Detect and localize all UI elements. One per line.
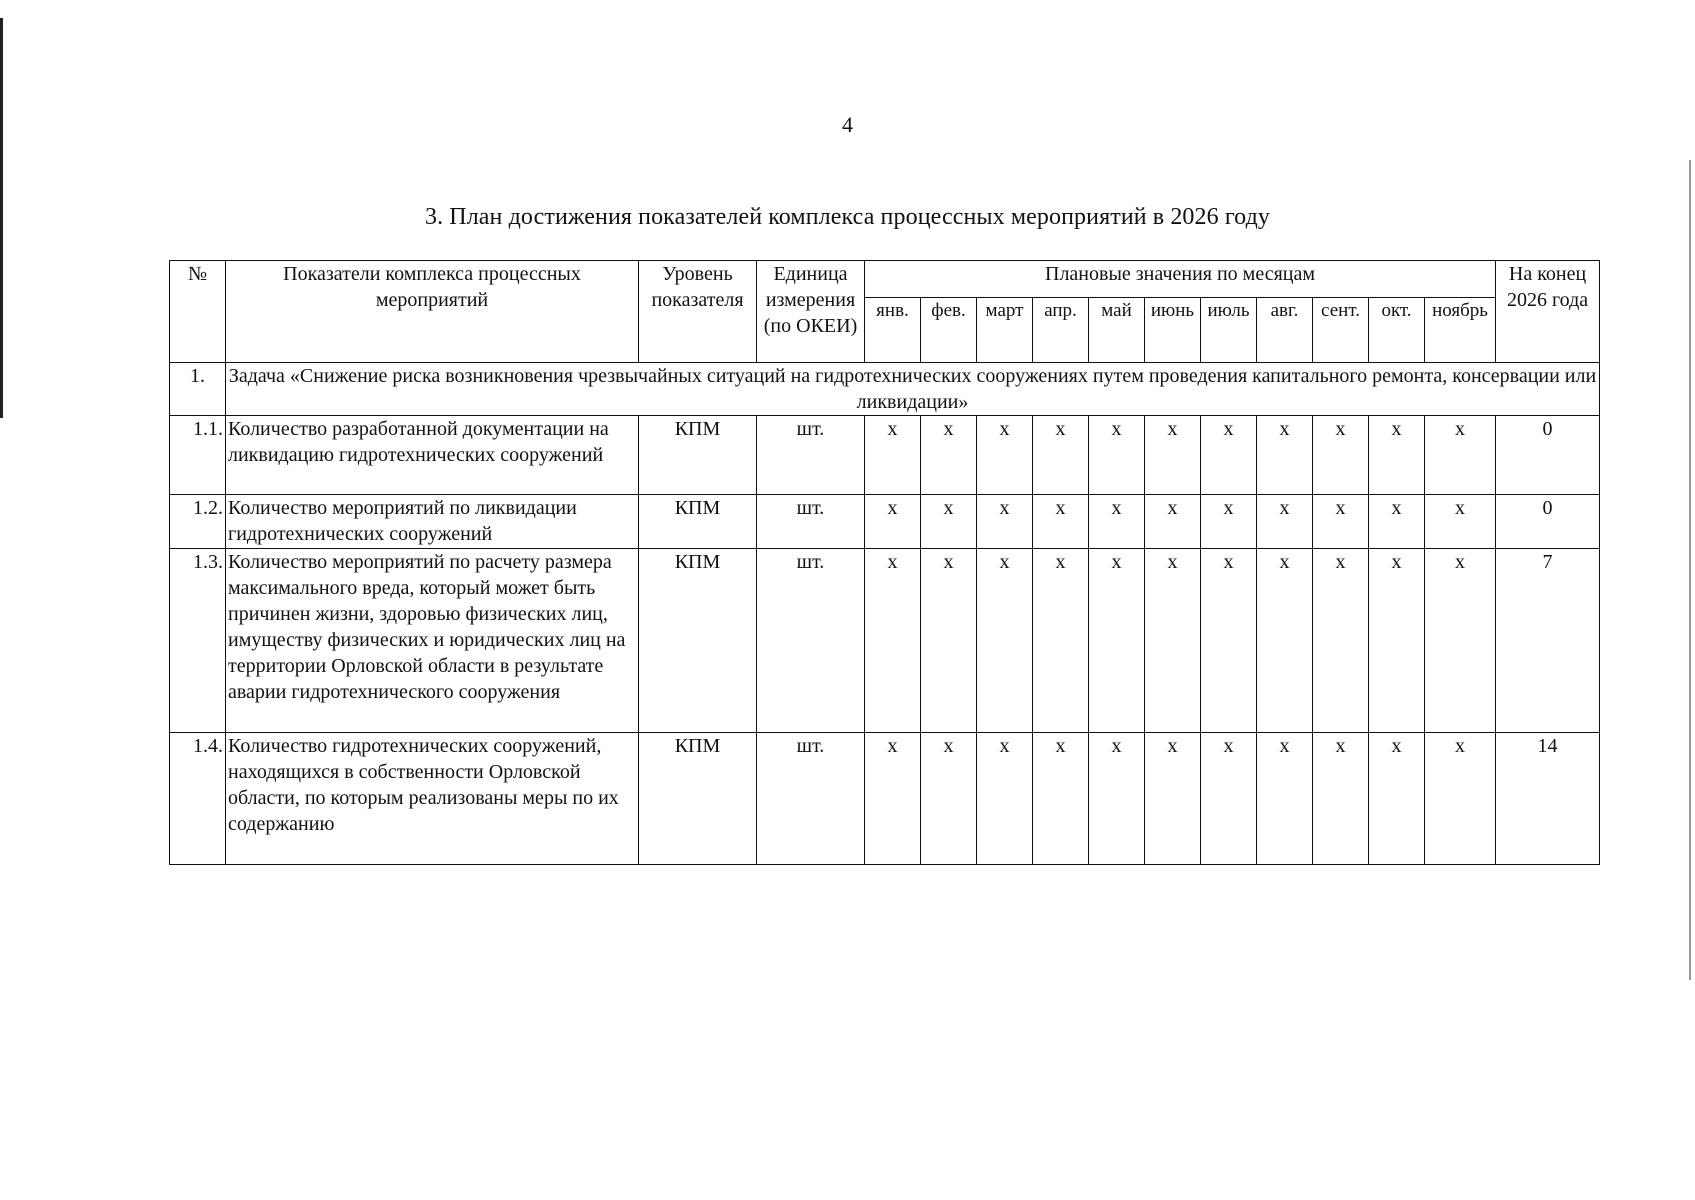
header-month: окт. <box>1369 298 1425 363</box>
row-month-value: х <box>921 495 977 549</box>
row-level: КПМ <box>639 733 757 865</box>
row-month-value: х <box>1369 495 1425 549</box>
row-month-value: х <box>1257 733 1313 865</box>
header-month: март <box>977 298 1033 363</box>
row-month-value: х <box>1257 549 1313 733</box>
row-level: КПМ <box>639 549 757 733</box>
row-month-value: х <box>1145 733 1201 865</box>
row-month-value: х <box>921 549 977 733</box>
row-month-value: х <box>1145 495 1201 549</box>
row-month-value: х <box>1089 733 1145 865</box>
row-number: 1.3. <box>170 549 226 733</box>
header-unit: Единица измерения (по ОКЕИ) <box>757 261 865 363</box>
row-end-value: 7 <box>1496 549 1600 733</box>
header-month: апр. <box>1033 298 1089 363</box>
row-month-value: х <box>1201 495 1257 549</box>
row-month-value: х <box>921 416 977 495</box>
row-month-value: х <box>1257 416 1313 495</box>
row-month-value: х <box>1033 495 1089 549</box>
row-month-value: х <box>1369 416 1425 495</box>
header-month: сент. <box>1313 298 1369 363</box>
row-month-value: х <box>977 495 1033 549</box>
row-end-value: 0 <box>1496 495 1600 549</box>
row-month-value: х <box>1313 549 1369 733</box>
header-row <box>170 261 1600 298</box>
row-number: 1.4. <box>170 733 226 865</box>
row-month-value: х <box>1313 416 1369 495</box>
task-row <box>170 363 1600 416</box>
row-unit: шт. <box>757 416 865 495</box>
row-month-value: х <box>977 416 1033 495</box>
scan-right-edge <box>1689 160 1691 980</box>
header-month: янв. <box>865 298 921 363</box>
row-indicator: Количество мероприятий по расчету размера максимального вреда, который может быть причинен жизни, здоровью физических лиц, имуществу физических и юридических лиц на территории Орловской области в результате аварии гидротехнического сооружения <box>226 549 639 733</box>
header-plan-by-month: Плановые значения по месяцам <box>865 261 1496 298</box>
row-month-value: х <box>1089 549 1145 733</box>
row-level: КПМ <box>639 495 757 549</box>
row-month-value: х <box>1033 416 1089 495</box>
row-month-value: х <box>1201 733 1257 865</box>
header-month: июнь <box>1145 298 1201 363</box>
row-month-value: х <box>1033 549 1089 733</box>
header-indicator: Показатели комплекса процессных мероприятий <box>226 261 639 363</box>
row-month-value: х <box>1145 416 1201 495</box>
table-row <box>170 733 1600 865</box>
row-month-value: х <box>921 733 977 865</box>
row-month-value: х <box>865 733 921 865</box>
row-month-value: х <box>865 416 921 495</box>
header-month: июль <box>1201 298 1257 363</box>
row-month-value: х <box>1425 495 1496 549</box>
row-month-value: х <box>1201 416 1257 495</box>
row-number: 1.1. <box>170 416 226 495</box>
row-indicator: Количество мероприятий по ликвидации гидротехнических сооружений <box>226 495 639 549</box>
row-number: 1.2. <box>170 495 226 549</box>
row-indicator: Количество разработанной документации на ликвидацию гидротехнических сооружений <box>226 416 639 495</box>
row-month-value: х <box>865 495 921 549</box>
row-month-value: х <box>977 549 1033 733</box>
row-month-value: х <box>1369 549 1425 733</box>
row-month-value: х <box>977 733 1033 865</box>
row-month-value: х <box>1425 549 1496 733</box>
header-month: ноябрь <box>1425 298 1496 363</box>
row-month-value: х <box>1089 495 1145 549</box>
document-title: 3. План достижения показателей комплекса процессных мероприятий в 2026 году <box>424 204 1270 230</box>
row-month-value: х <box>1313 733 1369 865</box>
row-unit: шт. <box>757 495 865 549</box>
row-month-value: х <box>1425 733 1496 865</box>
row-end-value: 14 <box>1496 733 1600 865</box>
header-end-of-year: На конец 2026 года <box>1496 261 1600 363</box>
row-unit: шт. <box>757 549 865 733</box>
row-month-value: х <box>1425 416 1496 495</box>
row-month-value: х <box>865 549 921 733</box>
row-month-value: х <box>1313 495 1369 549</box>
header-month: авг. <box>1257 298 1313 363</box>
row-month-value: х <box>1089 416 1145 495</box>
table-row <box>170 549 1600 733</box>
task-description: Задача «Снижение риска возникновения чрезвычайных ситуаций на гидротехнических сооружениях путем проведения капитального ремонта, консервации или ликвидации» <box>226 363 1600 416</box>
row-month-value: х <box>1145 549 1201 733</box>
row-indicator: Количество гидротехнических сооружений, находящихся в собственности Орловской области, по которым реализованы меры по их содержанию <box>226 733 639 865</box>
row-month-value: х <box>1033 733 1089 865</box>
row-end-value: 0 <box>1496 416 1600 495</box>
plan-table <box>169 260 1600 865</box>
page-number: 4 <box>842 112 853 137</box>
row-month-value: х <box>1257 495 1313 549</box>
header-month: май <box>1089 298 1145 363</box>
header-month: фев. <box>921 298 977 363</box>
row-month-value: х <box>1201 549 1257 733</box>
table-row <box>170 495 1600 549</box>
task-number: 1. <box>170 363 226 416</box>
table-row <box>170 416 1600 495</box>
row-level: КПМ <box>639 416 757 495</box>
header-num: № <box>170 261 226 363</box>
row-month-value: х <box>1369 733 1425 865</box>
header-level: Уровень показателя <box>639 261 757 363</box>
row-unit: шт. <box>757 733 865 865</box>
